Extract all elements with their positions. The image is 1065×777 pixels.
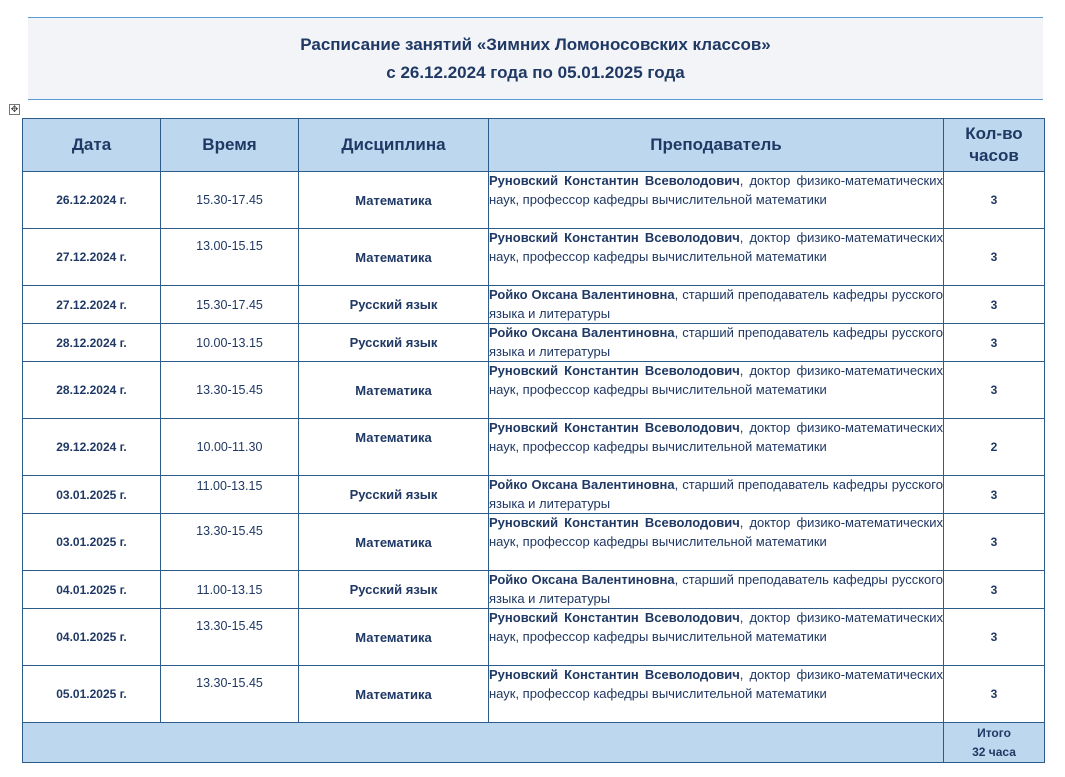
cell-discipline: Русский язык xyxy=(299,571,489,609)
cell-teacher xyxy=(489,666,944,723)
table-row xyxy=(23,229,1045,286)
cell-hours: 3 xyxy=(944,514,1045,571)
cell-time: 13.30-15.45 xyxy=(161,666,299,723)
cell-total-hours xyxy=(944,723,1045,763)
teacher-name: Ройко Оксана Валентиновна xyxy=(489,572,675,587)
cell-teacher xyxy=(489,609,944,666)
page-subtitle-dates: с 26.12.2024 года по 05.01.2025 года xyxy=(386,63,685,82)
cell-date: 03.01.2025 г. xyxy=(23,476,161,514)
cell-hours: 3 xyxy=(944,476,1045,514)
cell-time: 11.00-13.15 xyxy=(161,571,299,609)
cell-time: 13.00-15.15 xyxy=(161,229,299,286)
teacher-name: Руновский Константин Всеволодович xyxy=(489,363,740,378)
cell-discipline: Математика xyxy=(299,514,489,571)
cell-discipline: Математика xyxy=(299,172,489,229)
table-header-row xyxy=(23,119,1045,172)
teacher-name: Руновский Константин Всеволодович xyxy=(489,173,740,188)
teacher-description: , доктор физико-математических наук, профессор кафедры вычислительной математики xyxy=(489,515,943,549)
cell-hours: 3 xyxy=(944,229,1045,286)
cell-hours: 3 xyxy=(944,609,1045,666)
teacher-name: Руновский Константин Всеволодович xyxy=(489,667,740,682)
cell-teacher xyxy=(489,362,944,419)
table-row xyxy=(23,609,1045,666)
cell-hours: 3 xyxy=(944,571,1045,609)
cell-date: 28.12.2024 г. xyxy=(23,362,161,419)
teacher-name: Руновский Константин Всеволодович xyxy=(489,420,740,435)
teacher-name: Ройко Оксана Валентиновна xyxy=(489,325,675,340)
teacher-name: Ройко Оксана Валентиновна xyxy=(489,477,675,492)
teacher-description: , доктор физико-математических наук, профессор кафедры вычислительной математики xyxy=(489,363,943,397)
cell-date: 27.12.2024 г. xyxy=(23,229,161,286)
cell-hours: 3 xyxy=(944,666,1045,723)
cell-time: 13.30-15.45 xyxy=(161,362,299,419)
cell-date: 04.01.2025 г. xyxy=(23,571,161,609)
teacher-description: , доктор физико-математических наук, профессор кафедры вычислительной математики xyxy=(489,420,943,454)
cell-date: 29.12.2024 г. xyxy=(23,419,161,476)
header-hours-line2: часов xyxy=(969,146,1019,165)
table-row xyxy=(23,514,1045,571)
cell-teacher xyxy=(489,514,944,571)
cell-discipline: Русский язык xyxy=(299,324,489,362)
cell-hours: 3 xyxy=(944,324,1045,362)
cell-discipline: Русский язык xyxy=(299,286,489,324)
cell-hours: 2 xyxy=(944,419,1045,476)
cell-hours: 3 xyxy=(944,362,1045,419)
cell-time: 13.30-15.45 xyxy=(161,514,299,571)
table-row xyxy=(23,571,1045,609)
cell-time: 13.30-15.45 xyxy=(161,609,299,666)
cell-discipline: Математика xyxy=(299,362,489,419)
table-row xyxy=(23,476,1045,514)
cell-teacher xyxy=(489,476,944,514)
cell-date: 03.01.2025 г. xyxy=(23,514,161,571)
teacher-description: , доктор физико-математических наук, профессор кафедры вычислительной математики xyxy=(489,230,943,264)
cell-discipline: Математика xyxy=(299,609,489,666)
header-discipline: Дисциплина xyxy=(299,119,489,172)
header-date: Дата xyxy=(23,119,161,172)
teacher-description: , старший преподаватель кафедры русского языка и литературы xyxy=(489,325,943,359)
cell-date: 05.01.2025 г. xyxy=(23,666,161,723)
cell-time: 15.30-17.45 xyxy=(161,286,299,324)
table-row xyxy=(23,324,1045,362)
teacher-name: Руновский Константин Всеволодович xyxy=(489,515,740,530)
cell-date: 28.12.2024 г. xyxy=(23,324,161,362)
teacher-description: , старший преподаватель кафедры русского языка и литературы xyxy=(489,477,943,511)
cell-discipline: Математика xyxy=(299,229,489,286)
cell-discipline: Русский язык xyxy=(299,476,489,514)
cell-time: 11.00-13.15 xyxy=(161,476,299,514)
move-arrows-icon[interactable]: ✥ xyxy=(10,104,19,114)
cell-teacher xyxy=(489,324,944,362)
cell-teacher xyxy=(489,172,944,229)
header-hours xyxy=(944,119,1045,172)
cell-time: 10.00-11.30 xyxy=(161,419,299,476)
table-row xyxy=(23,666,1045,723)
cell-date: 27.12.2024 г. xyxy=(23,286,161,324)
teacher-description: , доктор физико-математических наук, профессор кафедры вычислительной математики xyxy=(489,667,943,701)
teacher-description: , доктор физико-математических наук, профессор кафедры вычислительной математики xyxy=(489,610,943,644)
page-title: Расписание занятий «Зимних Ломоносовских классов» xyxy=(300,35,771,54)
header-time: Время xyxy=(161,119,299,172)
cell-hours: 3 xyxy=(944,286,1045,324)
cell-discipline: Математика xyxy=(299,419,489,476)
header-hours-line1: Кол-во xyxy=(965,124,1023,143)
cell-discipline: Математика xyxy=(299,666,489,723)
schedule-table xyxy=(22,118,1045,763)
header-teacher: Преподаватель xyxy=(489,119,944,172)
total-value: 32 часа xyxy=(972,744,1016,759)
table-row xyxy=(23,286,1045,324)
table-total-row xyxy=(23,723,1045,763)
table-row xyxy=(23,362,1045,419)
teacher-description: , старший преподаватель кафедры русского языка и литературы xyxy=(489,572,943,606)
teacher-name: Ройко Оксана Валентиновна xyxy=(489,287,675,302)
teacher-name: Руновский Константин Всеволодович xyxy=(489,230,740,245)
cell-date: 26.12.2024 г. xyxy=(23,172,161,229)
cell-time: 10.00-13.15 xyxy=(161,324,299,362)
cell-teacher xyxy=(489,229,944,286)
teacher-description: , старший преподаватель кафедры русского языка и литературы xyxy=(489,287,943,321)
cell-teacher xyxy=(489,286,944,324)
teacher-description: , доктор физико-математических наук, профессор кафедры вычислительной математики xyxy=(489,173,943,207)
cell-time: 15.30-17.45 xyxy=(161,172,299,229)
title-block xyxy=(28,17,1043,100)
table-row xyxy=(23,172,1045,229)
total-row-spacer xyxy=(23,723,944,763)
cell-date: 04.01.2025 г. xyxy=(23,609,161,666)
teacher-name: Руновский Константин Всеволодович xyxy=(489,610,740,625)
cell-teacher xyxy=(489,571,944,609)
table-row xyxy=(23,419,1045,476)
total-label: Итого xyxy=(977,725,1011,740)
cell-teacher xyxy=(489,419,944,476)
cell-hours: 3 xyxy=(944,172,1045,229)
